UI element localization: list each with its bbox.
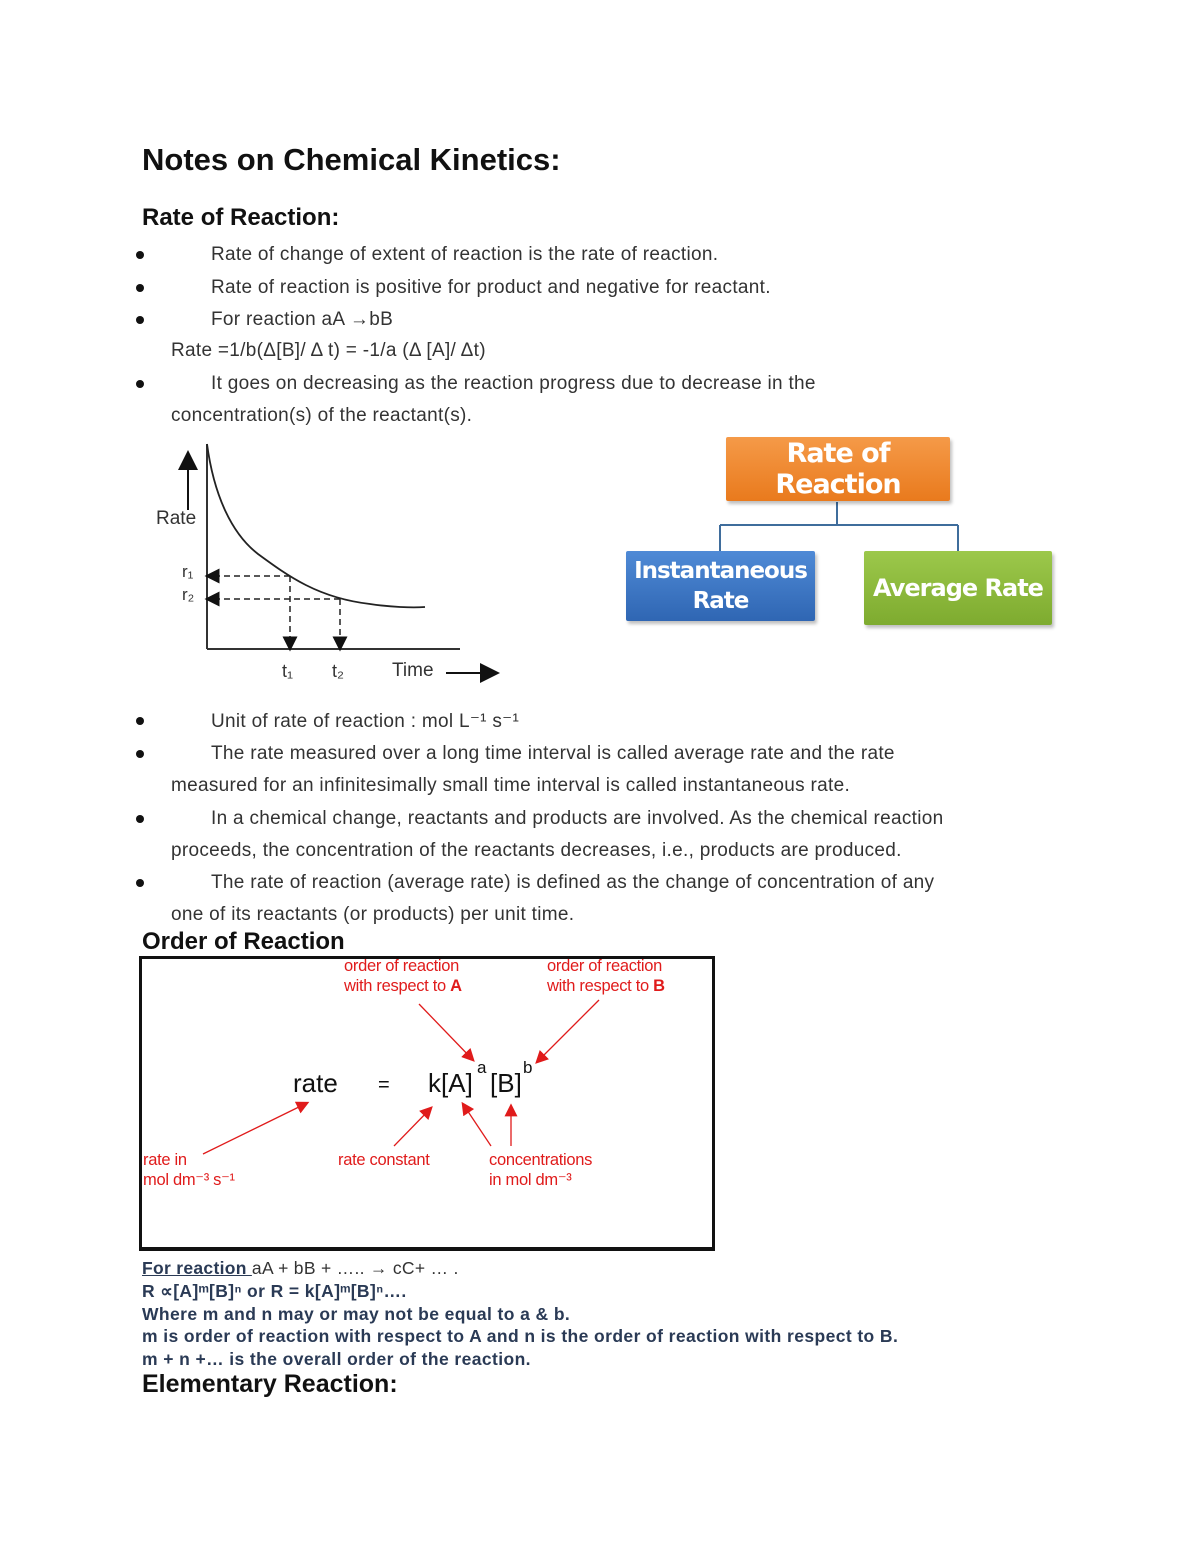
page-title: Notes on Chemical Kinetics: xyxy=(142,142,561,177)
bullet-dot xyxy=(136,251,144,259)
rate-formula: Rate =1/b(Δ[B]/ Δ t) = -1/a (Δ [A]/ Δt) xyxy=(171,340,486,361)
eq-equals: = xyxy=(378,1074,390,1096)
bullet-dot xyxy=(136,284,144,292)
section-heading-elementary: Elementary Reaction: xyxy=(142,1370,398,1398)
bullet-dot xyxy=(136,717,144,725)
bullet-average-instantaneous-line2: measured for an infinitesimally small time interval is called instantaneous rate. xyxy=(171,775,851,796)
bullet-chemical-change-line1: In a chemical change, reactants and products are involved. As the chemical reaction xyxy=(211,808,944,829)
bullet-dot xyxy=(136,380,144,388)
graph-xlabel: Time xyxy=(392,660,434,681)
eq-exp-a: a xyxy=(477,1058,487,1077)
order-diagram-arrows xyxy=(139,956,715,1248)
label-rate-units-line1: rate in xyxy=(143,1151,187,1169)
label-order-wrt-a-line2: with respect to xyxy=(344,977,451,995)
overall-order-line: m + n +… is the overall order of the reaction. xyxy=(142,1349,531,1369)
label-rate-units-line2: mol dm⁻³ s⁻¹ xyxy=(143,1171,235,1189)
label-concentrations xyxy=(489,1150,592,1190)
bullet-chemical-change-line2: proceeds, the concentration of the reactants decreases, i.e., products are produced. xyxy=(171,840,902,861)
graph-ylabel: Rate xyxy=(156,508,197,529)
bullet-rate-definition: Rate of change of extent of reaction is the rate of reaction. xyxy=(211,244,719,265)
flowchart-instantaneous-line1: Instantaneous xyxy=(634,558,807,584)
eq-rate: rate xyxy=(293,1068,338,1098)
label-concentrations-line2: in mol dm⁻³ xyxy=(489,1171,572,1189)
section-heading-rate: Rate of Reaction: xyxy=(142,204,340,231)
bullet-decreasing-line1: It goes on decreasing as the reaction progress due to decrease in the xyxy=(211,373,816,394)
bullet-rate-sign: Rate of reaction is positive for product and negative for reactant. xyxy=(211,277,771,298)
flowchart-instantaneous-rate xyxy=(626,551,815,621)
bullet-average-rate-def-line2: one of its reactants (or products) per unit time. xyxy=(171,904,575,925)
label-order-wrt-b-bold: B xyxy=(653,977,665,995)
label-order-wrt-b-line2: with respect to xyxy=(547,977,654,995)
for-reaction-equation: aA + bB + ….. → cC+ … . xyxy=(251,1258,459,1278)
graph-r1-label: r₁ xyxy=(182,562,194,581)
bullet-dot xyxy=(136,316,144,324)
flowchart-instantaneous-line2: Rate xyxy=(692,588,749,614)
label-concentrations-line1: concentrations xyxy=(489,1151,593,1169)
bullet-dot xyxy=(136,750,144,758)
label-rate-units xyxy=(143,1150,235,1190)
eq-b: [B] xyxy=(490,1068,522,1098)
graph-t1-label: t₁ xyxy=(282,661,294,681)
graph-t2-label: t₂ xyxy=(332,661,344,681)
for-reaction-label: For reaction xyxy=(142,1258,252,1278)
flowchart-average-rate: Average Rate xyxy=(864,551,1052,625)
label-order-wrt-b xyxy=(547,956,665,996)
bullet-average-instantaneous-line1: The rate measured over a long time interval is called average rate and the rate xyxy=(211,743,895,764)
bullet-for-reaction: For reaction aA →bB xyxy=(211,309,394,330)
graph-r2-label: r₂ xyxy=(182,585,195,604)
label-order-wrt-a-line1: order of reaction xyxy=(344,957,460,975)
where-line: Where m and n may or may not be equal to a & b. xyxy=(142,1304,571,1324)
order-definition-line: m is order of reaction with respect to A and n is the order of reaction with respect to B. xyxy=(142,1326,899,1346)
rate-curve xyxy=(207,444,425,607)
label-order-wrt-b-line1: order of reaction xyxy=(547,957,663,975)
eq-exp-b: b xyxy=(523,1058,533,1077)
section-heading-order: Order of Reaction xyxy=(142,928,345,955)
for-reaction-line xyxy=(142,1258,459,1279)
bullet-average-rate-def-line1: The rate of reaction (average rate) is defined as the change of concentration of any xyxy=(211,872,935,893)
bullet-dot xyxy=(136,815,144,823)
label-order-wrt-a-bold: A xyxy=(450,977,462,995)
bullet-unit: Unit of rate of reaction : mol L⁻¹ s⁻¹ xyxy=(211,711,520,732)
bullet-dot xyxy=(136,879,144,887)
eq-k-a: k[A] xyxy=(428,1068,473,1098)
proportionality-line: R ∝[A]ᵐ[B]ⁿ or R = k[A]ᵐ[B]ⁿ…. xyxy=(142,1281,407,1301)
label-rate-constant: rate constant xyxy=(338,1151,430,1169)
label-order-wrt-a xyxy=(344,956,462,996)
rate-time-graph xyxy=(150,436,510,686)
flowchart-rate-of-reaction: Rate of Reaction xyxy=(726,437,950,501)
bullet-decreasing-line2: concentration(s) of the reactant(s). xyxy=(171,405,473,426)
